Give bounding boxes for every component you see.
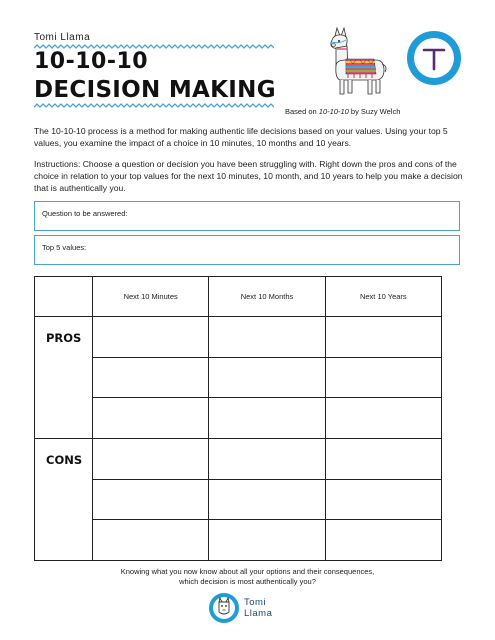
values-field-label: Top 5 values: — [42, 243, 87, 252]
brand-name: Tomi Llama — [34, 32, 91, 43]
table-header-row — [35, 277, 442, 317]
values-field[interactable] — [34, 235, 460, 265]
book-title: 10-10-10 — [318, 107, 349, 116]
cons-label: CONS — [46, 452, 83, 467]
table-cell[interactable] — [93, 520, 209, 561]
decision-table — [34, 276, 442, 561]
table-cell[interactable] — [325, 438, 441, 479]
table-row — [35, 398, 442, 439]
t-monogram-icon — [404, 28, 464, 88]
table-cell[interactable] — [325, 398, 441, 439]
table-cell[interactable] — [93, 357, 209, 398]
page-title-line2: DECISION MAKING — [34, 77, 276, 103]
intro-paragraph: The 10-10-10 process is a method for making authentic life decisions based on your values. Using your top 5 values, you examine the impact of a choice in 10 minutes, 10 months and 10 years. — [34, 126, 448, 148]
table-cell[interactable] — [209, 398, 325, 439]
instructions-paragraph: Instructions: Choose a question or decision you have been struggling with. Right down the pros and cons of the choice in relation to your top values for the next 10 minutes, 10 month, and 10 years to help you make a decision that is authentically you. — [34, 159, 463, 193]
table-cell[interactable] — [209, 479, 325, 520]
table-cell[interactable] — [209, 317, 325, 358]
llama-face-icon — [208, 592, 240, 624]
pros-label-cell — [35, 317, 93, 439]
table-row — [35, 520, 442, 561]
table-cell[interactable] — [93, 479, 209, 520]
zigzag-divider-bottom — [34, 103, 274, 108]
table-cell[interactable] — [93, 398, 209, 439]
pros-label: PROS — [46, 331, 82, 345]
column-header-10-months: Next 10 Months — [209, 277, 325, 317]
table-row — [35, 317, 442, 358]
table-corner-cell — [35, 277, 93, 317]
table-row — [35, 357, 442, 398]
table-row — [35, 438, 442, 479]
column-header-10-minutes: Next 10 Minutes — [93, 277, 209, 317]
table-cell[interactable] — [209, 520, 325, 561]
footer-brand: Tomi Llama — [244, 597, 273, 619]
closing-question: Knowing what you now know about all your options and their consequences, which decision is most authentically you? — [120, 567, 375, 586]
question-field[interactable] — [34, 201, 460, 231]
table-cell[interactable] — [93, 438, 209, 479]
cons-label-cell — [35, 438, 93, 560]
table-row — [35, 479, 442, 520]
attribution: Based on 10-10-10 by Suzy Welch — [285, 107, 401, 116]
table-cell[interactable] — [325, 520, 441, 561]
question-field-label: Question to be answered: — [42, 209, 128, 218]
table-cell[interactable] — [209, 357, 325, 398]
llama-icon — [322, 26, 390, 98]
table-cell[interactable] — [325, 357, 441, 398]
table-cell[interactable] — [325, 317, 441, 358]
page-title-line1: 10-10-10 — [34, 49, 149, 74]
table-cell[interactable] — [209, 438, 325, 479]
table-cell[interactable] — [325, 479, 441, 520]
column-header-10-years: Next 10 Years — [325, 277, 441, 317]
table-cell[interactable] — [93, 317, 209, 358]
